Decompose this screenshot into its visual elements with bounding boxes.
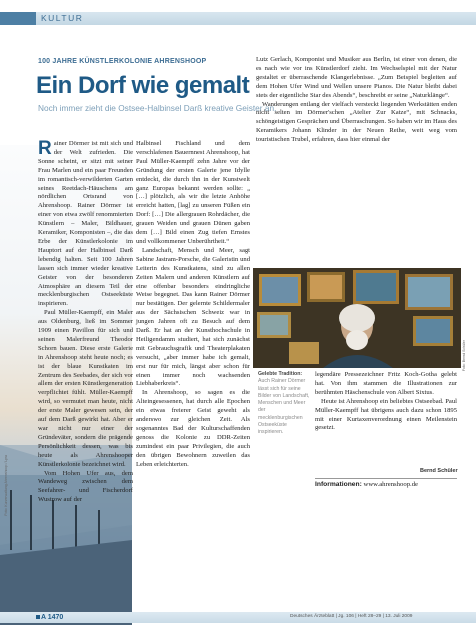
paragraph: Vom Hohen Ufer aus, dem Wandeweg zwischen dem Seefahrer- und Fischerdorf Wustrow auf der [38,469,133,504]
artist-studio-photo [253,268,461,368]
section-accent [0,12,36,25]
info-label: Informationen: [315,481,362,488]
section-bar [0,12,476,25]
paragraph: Halbinsel Fischland und dem verschlafenen Bauernnest Ahrenshoop, hat Paul Müller-Kaempff zehn Jahre vor der Gründung der ersten Galerie jene Idylle entdeckt, die durch ihn in der Kunstwelt ganz Europas bekannt werden sollte: „ […] plötzlich, als wir die letzte Anhöhe erreicht hatten, [lag] zu unseren Füßen ein Dorf: […] Die allergrauen Rohrdächer, die grauen Weiden und grauen Dünen gaben dem […] Bild einen Zug tiefen Ernstes und vollkommener Unberührtheit.“ [136,140,250,245]
article-kicker: 100 JAHRE KÜNSTLERKOLONIE AHRENSHOOP [38,58,207,65]
info-url[interactable]: www.ahrenshoop.de [363,481,419,488]
caption-text: Auch Rainer Dörmer lässt sich für seine Bilder von Landschaft, Menschen und Meer der mecklenburgischen Ostseeküste inspirieren. [258,378,310,436]
paragraph: Heute ist Ahrenshoop ein beliebtes Ostseebad. Paul Müller-Kaempff hat übrigens auch dazu schon 1895 mit einer Kurtaxenverordnung einen Meilenstein gesetzt. [315,397,457,432]
photo-credit-side: Foto: Kurverwaltung Ahrenshoop / Lyra [4,455,8,516]
journal-info: Deutsches Ärzteblatt | Jg. 106 | Heft 28–29 | 13. Juli 2009 [290,614,413,619]
divider [315,478,457,479]
paragraph: ainer Dörmer ist mit sich und der Welt zufrieden. Die Sonne scheint, er sitzt mit seiner Frau Marlen und ein paar Freunden im romantisch-verwilderten Garten seines Reetdach-Häuschens am nördlichen Ortsrand von Ahrenshoop. Rainer Dörmer ist einer von etwa zwölf renommierten Künstlern – Maler, Bildhauer, Keramiker, Komponisten –, die das Erbe der Künstlerkolonie im Hauptort auf der Halbinsel Darß lebendig halten. Seit 100 Jahren lassen sich immer wieder kreative Geister von der besonderen Atmosphäre an diesem Teil der mecklenburgischen Ostseeküste inspirieren. [38,140,133,308]
info-line [315,481,418,488]
caption-title: Gelebte Tradition: [258,371,303,377]
page-number [36,613,63,622]
author-name: Bernd Schüler [420,468,458,474]
article-title: Ein Dorf wie gemalt [36,72,250,99]
paragraph: In Ahrenshoop, so sagen es die Alteingesessenen, hat durch alle Epochen ein etwas freierer Geist geweht als anderswo zur gleichen Zeit. Als sogenanntes Bad der Kulturschaffenden genoss die Kolonie zu DDR-Zeiten zumindest ein paar Privilegien, die auch den übrigen Bewohnern zuweilen das Leben erleichterten. [136,389,250,468]
paragraph: Lutz Gerlach, Komponist und Musiker aus Berlin, ist einer von denen, die es nach wie vor ins Künstlerdorf zieht. Im Wechselspiel mit der Natur gestaltet er überraschende Klangerlebnisse. „Zum Beispiel begleiten auf dem Hohen Ufer Wind und Wellen unsere Pianos. Die Natur bleibt dabei stets der eigentliche Star des Abends“, beschreibt er seine „Naturklänge“. [256,56,457,99]
photo-credit-right: Foto: Bernd Schüler [462,340,466,372]
paragraph: Landschaft, Mensch und Meer, sagt Sabine Jastram-Porsche, die Galeristin und Leiterin des Kunstkatens, sind zu allen Zeiten Malern und anderen Künstlern auf eine offenbar besonders eindringliche Weise begegnet. Das kann Rainer Dörmer nur bestätigen. Der gelernte Schildermaler aus der Sächsischen Schweiz war in jungen Jahren oft zu Besuch auf dem Darß. Er hat an der Kunsthochschule in Heiligendamm studiert, hat sich zunächst mit Gebrauchsgrafik und Theaterplakaten versucht, „aber immer habe ich gemalt, erst nur für mich, längst aber schon für einen immer noch wachsenden Liebhaberkreis“. [136,246,250,388]
paragraph: Wanderungen entlang der vielfach versteckt liegenden Werkstätten enden nicht selten im Dörmer'schen „Atelier Zur Katze“, mit Schnacks, schöngeistigen Gesprächen und Überraschungen. So haben wir im Haus des Keramikers Johann Klinder in der Neuen Reihe, weit weg vom touristischen Trubel, erfahren, dass hier einmal der [256,100,457,144]
text-column-3b [315,371,457,433]
text-column-2 [136,140,250,470]
text-column-3 [256,56,457,261]
paragraph: legendäre Pressezeichner Fritz Koch-Gotha gelebt hat. Von ihm stammen die Illustrationen zur berühmten Häschenschule von Albert Sixtus. [315,371,457,396]
square-icon [36,615,40,619]
photo-caption [258,371,310,437]
text-column-1 [38,140,133,505]
section-label: KULTUR [41,13,84,23]
paragraph: Paul Müller-Kaempff, ein Maler aus Oldenburg, ließ im Sommer 1909 einen Pavillon für sich und seinen Malerfreund Theodor Schorn bauen. Diese erste Galerie in Ahrenshoop steht heute noch; es ist der blaue Kunstkaten im Zentrum des Seebades, der sich vor allem der ersten Künstlergeneration verpflichtet fühlt. Müller-Kaempff wird, so vermutet man heute, nicht der erste Maler gewesen sein, der auf dem Darß gewirkt hat. Aber er war nicht nur einer der Gründeväter, sondern die prägende Persönlichkeit dessen, was bis heute als Ahrenshooper Künstlerkolonie bezeichnet wird. [38,309,133,468]
article-subtitle: Noch immer zieht die Ostsee-Halbinsel Darß kreative Geister an. [38,103,277,113]
page-number-text: A 1470 [41,614,64,621]
dropcap: R [38,138,52,159]
